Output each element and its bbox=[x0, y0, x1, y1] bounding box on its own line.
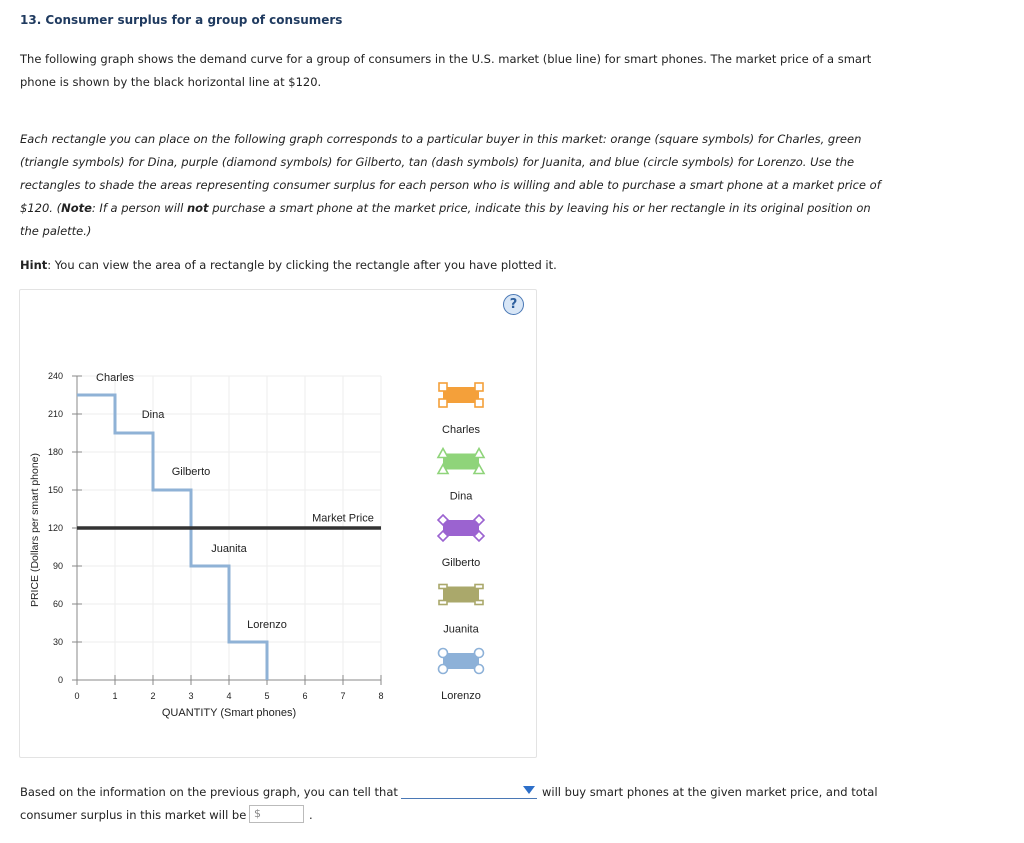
x-tick-label: 6 bbox=[302, 691, 308, 701]
palette-label: Dina bbox=[449, 490, 473, 503]
help-icon[interactable]: ? bbox=[503, 294, 524, 315]
y-tick-label: 30 bbox=[52, 637, 63, 647]
dash-icon bbox=[475, 601, 483, 605]
currency-symbol: $ bbox=[254, 807, 261, 820]
y-axis-label: PRICE (Dollars per smart phone) bbox=[29, 452, 41, 608]
instructions-line: (triangle symbols) for Dina, purple (diamond symbols) for Gilberto, tan (dash symbols) for Juanita, and blue (circle symbols) for Lorenzo. Use the bbox=[20, 155, 855, 169]
y-tick-label: 180 bbox=[47, 447, 63, 457]
palette-label: Lorenzo bbox=[441, 690, 481, 702]
x-tick-label: 7 bbox=[340, 691, 346, 701]
instructions-line: Each rectangle you can place on the following graph corresponds to a particular buyer in this market: orange (square symbols) for Charles, green bbox=[20, 132, 862, 146]
buyer-label: Charles bbox=[96, 372, 134, 385]
palette-label: Gilberto bbox=[441, 557, 481, 569]
square-icon bbox=[439, 399, 447, 407]
palette-rect-juanita[interactable] bbox=[439, 585, 483, 636]
buyer-label: Gilberto bbox=[171, 465, 211, 478]
x-tick-label: 3 bbox=[188, 691, 194, 701]
x-tick-label: 1 bbox=[112, 691, 118, 701]
buyers-dropdown[interactable] bbox=[401, 784, 537, 799]
labels-layer bbox=[96, 372, 374, 631]
rectangle-palette bbox=[438, 383, 484, 702]
dash-icon bbox=[439, 601, 447, 605]
y-tick-label: 240 bbox=[47, 371, 63, 381]
market-price-label: Market Price bbox=[312, 512, 374, 525]
x-axis-label: QUANTITY (Smart phones) bbox=[161, 707, 297, 719]
y-tick-label: 90 bbox=[52, 561, 63, 571]
dash-icon bbox=[475, 585, 483, 589]
triangle-icon bbox=[438, 449, 448, 458]
palette-rect-charles[interactable] bbox=[439, 383, 483, 436]
not-emphasis: not bbox=[186, 201, 209, 215]
x-tick-label: 2 bbox=[150, 691, 156, 701]
rectangle-fill bbox=[443, 454, 479, 470]
palette-label: Juanita bbox=[443, 623, 479, 636]
intro-line: The following graph shows the demand curve for a group of consumers in the U.S. market (blue line) for smart phones. The market price of a smart bbox=[20, 52, 872, 66]
period: . bbox=[309, 808, 313, 822]
hint-text: : You can view the area of a rectangle by clicking the rectangle after you have plotted it. bbox=[47, 258, 557, 272]
palette-rect-lorenzo[interactable] bbox=[439, 649, 484, 703]
palette-label: Charles bbox=[442, 424, 480, 436]
instructions-text: $120. ( bbox=[20, 201, 62, 215]
palette-rect-gilberto[interactable] bbox=[438, 515, 484, 569]
x-tick-label: 5 bbox=[264, 691, 270, 701]
note-label: Note bbox=[61, 201, 92, 215]
square-icon bbox=[475, 383, 483, 391]
circle-icon bbox=[475, 665, 484, 674]
rectangle-fill bbox=[443, 653, 479, 669]
hint-label: Hint bbox=[20, 258, 48, 272]
circle-icon bbox=[439, 665, 448, 674]
x-tick-label: 4 bbox=[226, 691, 232, 701]
dash-icon bbox=[439, 585, 447, 589]
demand-curve bbox=[77, 395, 267, 680]
y-tick-label: 60 bbox=[52, 599, 63, 609]
rectangle-fill bbox=[443, 587, 479, 603]
ticks bbox=[48, 371, 384, 701]
x-tick-label: 8 bbox=[378, 691, 384, 701]
intro-line: phone is shown by the black horizontal line at $120. bbox=[20, 75, 322, 89]
y-tick-label: 0 bbox=[57, 675, 63, 685]
surplus-input[interactable] bbox=[249, 805, 304, 823]
surplus-value-field[interactable] bbox=[263, 808, 299, 820]
y-tick-label: 210 bbox=[47, 409, 63, 419]
answer-text: Based on the information on the previous graph, you can tell that bbox=[20, 785, 398, 799]
buyer-label: Juanita bbox=[211, 543, 247, 556]
question-title: 13. Consumer surplus for a group of consumers bbox=[20, 13, 343, 27]
y-tick-label: 120 bbox=[47, 523, 63, 533]
rectangle-fill bbox=[443, 520, 479, 536]
rectangle-fill bbox=[443, 387, 479, 403]
instructions-line: rectangles to shade the areas representing consumer surplus for each person who is willing and able to purchase a smart phone at a market price of bbox=[20, 178, 881, 192]
chevron-down-icon[interactable] bbox=[523, 786, 535, 794]
y-tick-label: 150 bbox=[47, 485, 63, 495]
circle-icon bbox=[439, 649, 448, 658]
buyer-label: Dina bbox=[141, 408, 165, 421]
x-tick-label: 0 bbox=[74, 691, 80, 701]
instructions-text: : If a person will bbox=[91, 201, 187, 215]
answer-text-suffix: will buy smart phones at the given market price, and total bbox=[542, 785, 878, 799]
instructions-line: the palette.) bbox=[20, 224, 92, 238]
answer-line-2: consumer surplus in this market will be bbox=[20, 808, 247, 822]
palette-rect-dina[interactable] bbox=[438, 449, 484, 503]
buyer-label: Lorenzo bbox=[247, 619, 287, 632]
instructions-text: purchase a smart phone at the market price, indicate this by leaving his or her rectangle in its original position on bbox=[208, 201, 871, 215]
square-icon bbox=[475, 399, 483, 407]
square-icon bbox=[439, 383, 447, 391]
circle-icon bbox=[475, 649, 484, 658]
triangle-icon bbox=[474, 449, 484, 458]
